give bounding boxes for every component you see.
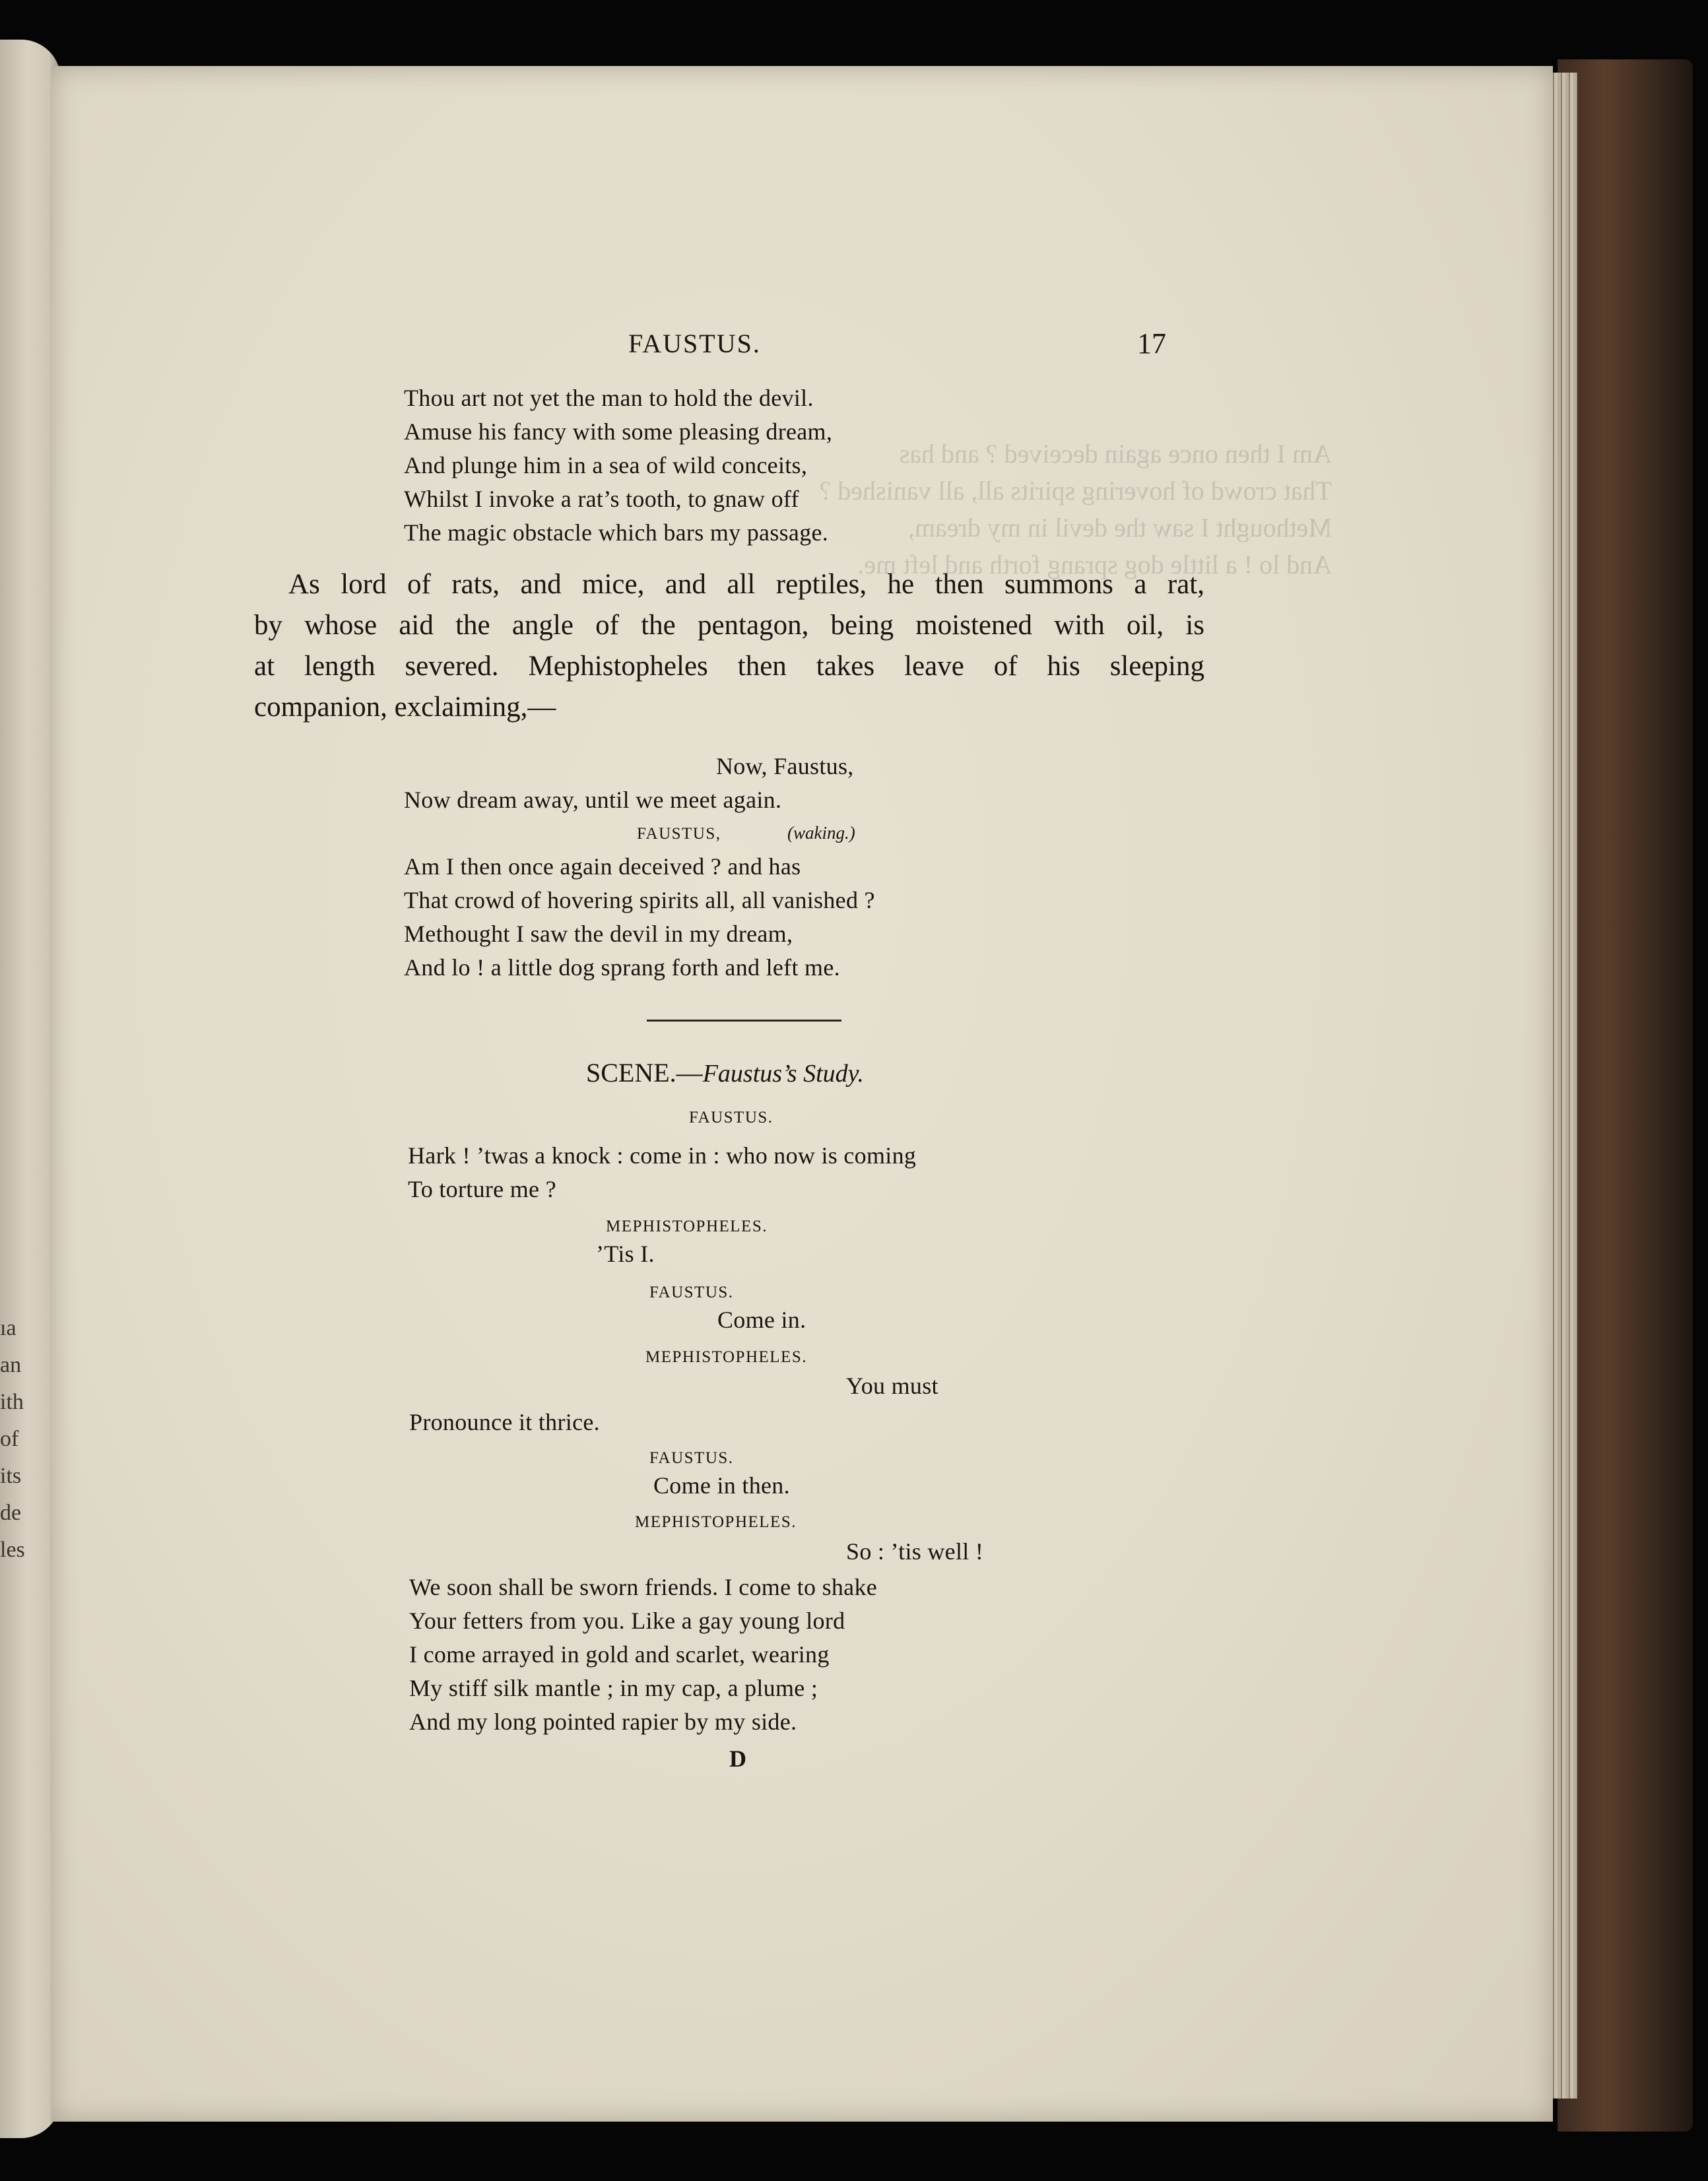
edge-fragment: ith (0, 1390, 24, 1414)
edge-fragment: ıa (0, 1316, 16, 1340)
edge-fragment: of (0, 1427, 19, 1451)
verse-line: The magic obstacle which bars my passage. (404, 519, 829, 546)
verse-line: Hark ! ’twas a knock : come in : who now is coming (408, 1142, 917, 1169)
verse-line: Now, Faustus, (716, 753, 854, 779)
verse-line: My stiff silk mantle ; in my cap, a plume ; (409, 1675, 818, 1701)
edge-fragment: its (0, 1464, 22, 1488)
speaker-name: FAUSTUS. (649, 1284, 734, 1301)
verse-line: So : ’tis well ! (846, 1538, 984, 1565)
verse-line: Whilst I invoke a rat’s tooth, to gnaw off (404, 486, 799, 512)
verse-line: And plunge him in a sea of wild conceits, (404, 452, 808, 478)
verse-line: ’Tis I. (596, 1241, 655, 1267)
bleed-line: And lo ! a little dog sprang forth and left me. (857, 550, 1332, 579)
bleed-line: Am I then once again deceived ? and has (899, 439, 1332, 469)
verse-line: I come arrayed in gold and scarlet, wearing (409, 1641, 830, 1668)
bleed-line: That crowd of hovering spirits all, all vanished ? (819, 476, 1332, 505)
prose-line: at length severed. Mephistopheles then takes leave of his sleeping (254, 651, 1204, 682)
verse-line: Your fetters from you. Like a gay young lord (409, 1608, 845, 1634)
page-number: 17 (1137, 327, 1166, 360)
signature-mark: D (729, 1745, 747, 1772)
scene-heading (586, 1057, 864, 1088)
edge-fragment: de (0, 1501, 22, 1525)
scene-label: SCENE.— (586, 1058, 703, 1088)
verse-line: We soon shall be sworn friends. I come to shake (409, 1574, 878, 1600)
speaker-name: FAUSTUS. (649, 1449, 734, 1467)
verse-line: Thou art not yet the man to hold the devil. (404, 385, 814, 411)
verse-line: And my long pointed rapier by my side. (409, 1709, 797, 1735)
verse-line: Come in. (717, 1307, 806, 1333)
book-cover-edge (1558, 59, 1693, 2132)
bleed-line: Methought I saw the devil in my dream, (907, 513, 1332, 542)
speaker-name: MEPHISTOPHELES. (606, 1218, 768, 1235)
verse-line: Pronounce it thrice. (409, 1409, 600, 1435)
speaker-name: FAUSTUS. (689, 1109, 773, 1126)
scene-place: Faustus’s Study. (702, 1060, 864, 1088)
verse-line: And lo ! a little dog sprang forth and left me. (404, 954, 840, 981)
verse-line: To torture me ? (408, 1176, 556, 1202)
show-through-text (819, 436, 1332, 583)
section-divider (647, 1020, 841, 1022)
verse-line: Now dream away, until we meet again. (404, 787, 782, 813)
facing-page-edge-text (0, 1310, 26, 1569)
running-title: FAUSTUS. (628, 329, 761, 358)
speaker-name: MEPHISTOPHELES. (645, 1348, 807, 1366)
verse-line: Am I then once again deceived ? and has (404, 853, 801, 880)
verse-line: Amuse his fancy with some pleasing dream, (404, 418, 833, 445)
prose-line: companion, exclaiming,— (254, 692, 556, 723)
verse-line: Methought I saw the devil in my dream, (404, 921, 793, 947)
speaker-name: MEPHISTOPHELES. (635, 1513, 797, 1531)
speaker-name: FAUSTUS, (637, 825, 721, 843)
verse-line: That crowd of hovering spirits all, all vanished ? (404, 887, 875, 913)
verse-line: Come in then. (653, 1472, 790, 1499)
edge-fragment: les (0, 1538, 25, 1562)
prose-line: by whose aid the angle of the pentagon, being moistened with oil, is (254, 610, 1204, 641)
prose-line: As lord of rats, and mice, and all reptiles, he then summons a rat, (288, 569, 1204, 600)
stage-direction: (waking.) (787, 823, 855, 843)
verse-line: You must (846, 1373, 938, 1399)
book-page (51, 66, 1553, 2122)
edge-fragment: an (0, 1353, 22, 1377)
